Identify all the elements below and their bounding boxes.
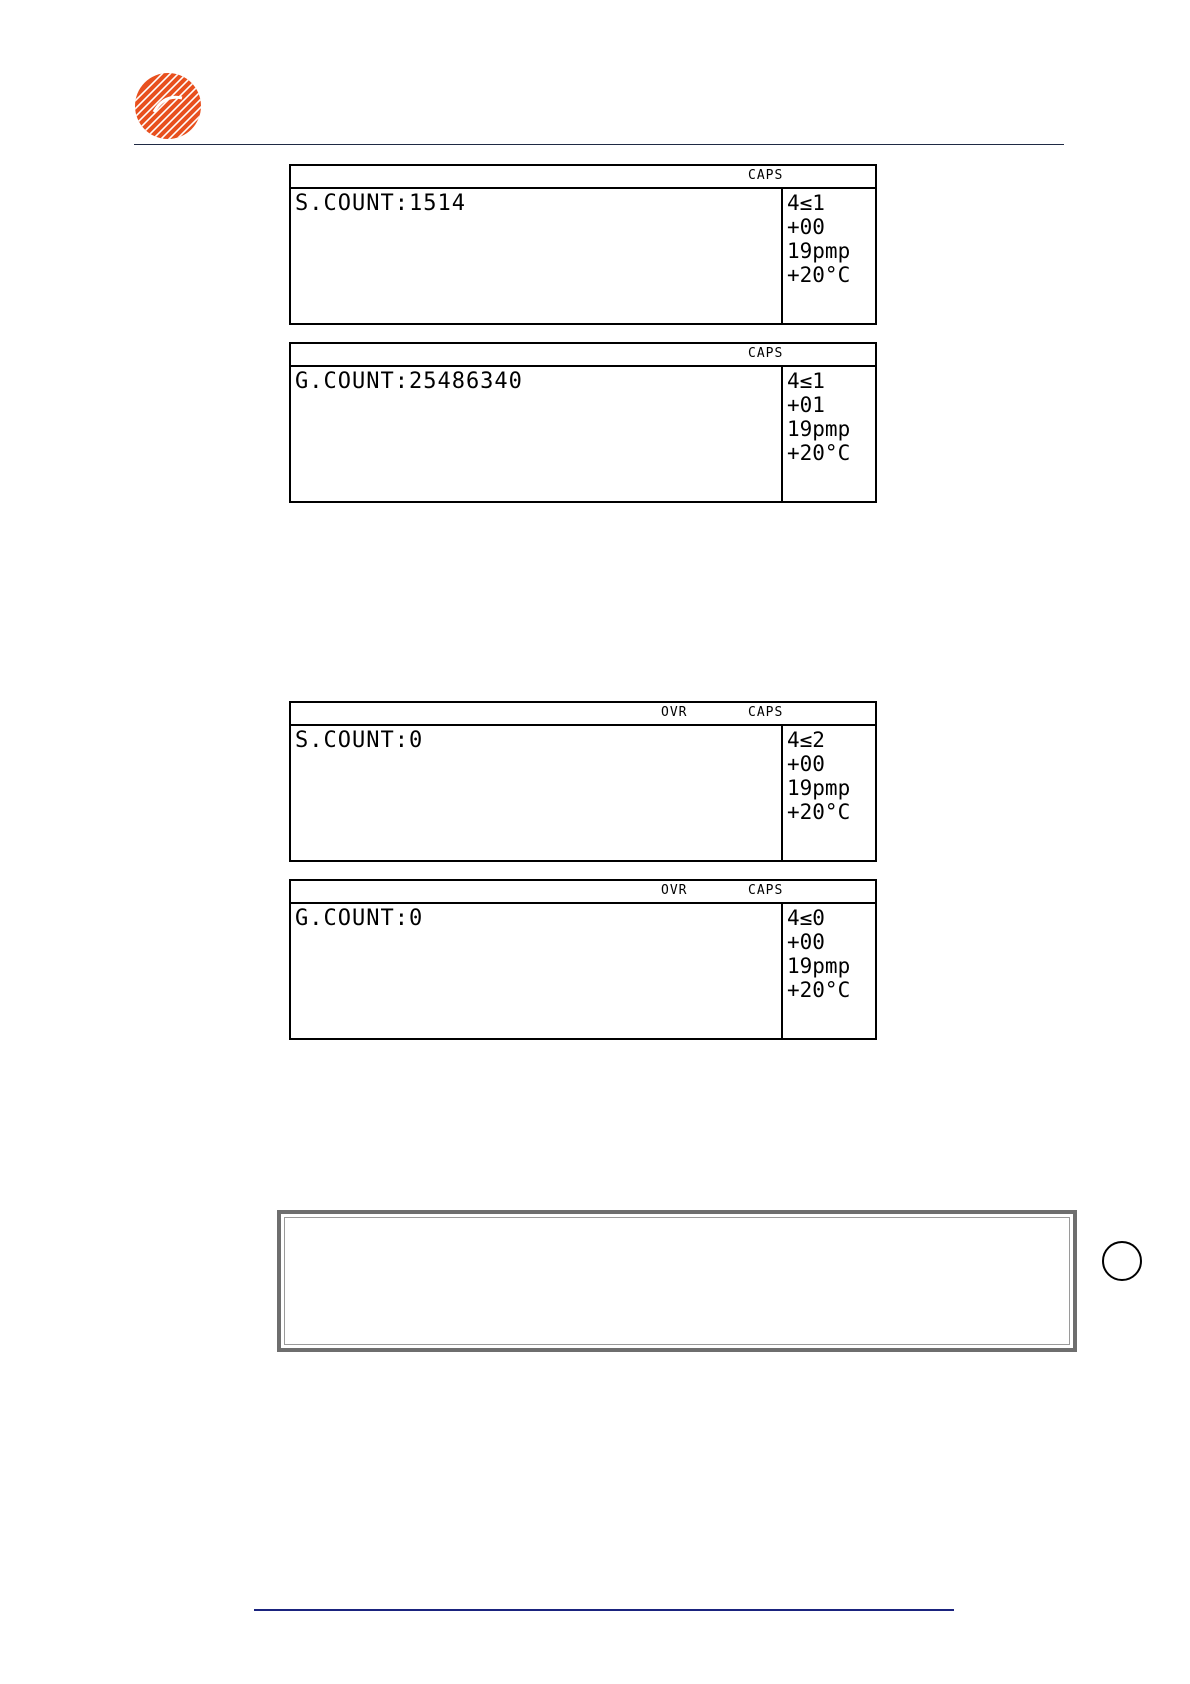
- ovr-flag: OVR: [661, 883, 688, 898]
- main-area: [291, 904, 783, 1038]
- caps-flag: CAPS: [748, 168, 784, 183]
- side-panel: [787, 906, 875, 1038]
- side-value-mode: 4≤1: [787, 191, 825, 215]
- side-value-pmp: 19pmp: [787, 239, 851, 263]
- counter-readout: S.COUNT:1514: [295, 191, 466, 216]
- main-area: [291, 189, 783, 323]
- main-area: [291, 367, 783, 501]
- lcd-screen-s-count-1514: [289, 164, 877, 325]
- empty-circle-icon: [1102, 1241, 1142, 1281]
- counter-readout: G.COUNT:25486340: [295, 369, 523, 394]
- side-value-temperature: +20°C: [787, 978, 851, 1002]
- counter-readout: G.COUNT:0: [295, 906, 424, 931]
- footer-rule: [254, 1609, 954, 1611]
- side-value-temperature: +20°C: [787, 441, 851, 465]
- side-value-mode: 4≤1: [787, 369, 825, 393]
- side-value-mode: 4≤0: [787, 906, 825, 930]
- status-bar: [291, 881, 875, 904]
- side-value-offset: +01: [787, 393, 825, 417]
- side-value-temperature: +20°C: [787, 800, 851, 824]
- caps-flag: CAPS: [748, 346, 784, 361]
- main-area: [291, 726, 783, 860]
- side-value-pmp: 19pmp: [787, 776, 851, 800]
- status-bar: [291, 344, 875, 367]
- caps-flag: CAPS: [748, 705, 784, 720]
- side-value-offset: +00: [787, 930, 825, 954]
- side-value-mode: 4≤2: [787, 728, 825, 752]
- side-value-pmp: 19pmp: [787, 417, 851, 441]
- caps-flag: CAPS: [748, 883, 784, 898]
- side-panel: [787, 191, 875, 323]
- note-box: [277, 1210, 1077, 1352]
- counter-readout: S.COUNT:0: [295, 728, 424, 753]
- company-logo-icon: [134, 72, 202, 140]
- lcd-screen-g-count-0: [289, 879, 877, 1040]
- side-panel: [787, 369, 875, 501]
- side-value-offset: +00: [787, 215, 825, 239]
- lcd-screen-g-count-25486340: [289, 342, 877, 503]
- side-value-offset: +00: [787, 752, 825, 776]
- header-rule: [134, 144, 1064, 145]
- status-bar: [291, 703, 875, 726]
- lcd-screen-s-count-0: [289, 701, 877, 862]
- ovr-flag: OVR: [661, 705, 688, 720]
- side-value-pmp: 19pmp: [787, 954, 851, 978]
- side-value-temperature: +20°C: [787, 263, 851, 287]
- status-bar: [291, 166, 875, 189]
- side-panel: [787, 728, 875, 860]
